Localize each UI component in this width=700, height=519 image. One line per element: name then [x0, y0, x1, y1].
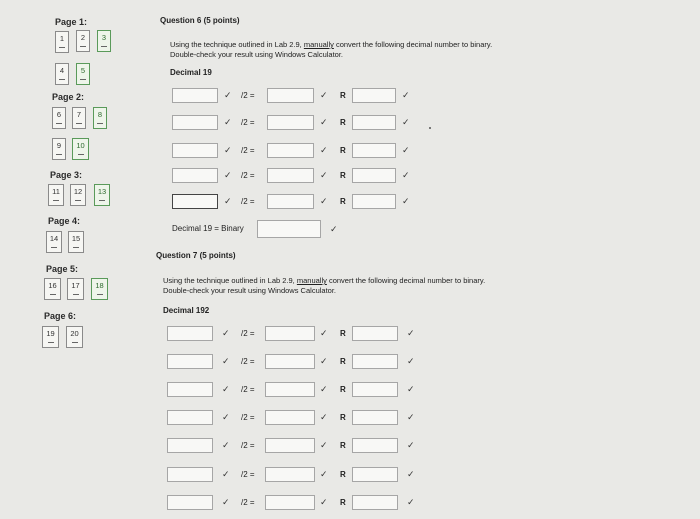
question-7-instructions: Using the technique outlined in Lab 2.9, manually convert the following decimal number to binary. Double-check your result using Windows Calculator. — [163, 276, 486, 295]
q7-quotient-check-icon-2: ✓ — [320, 356, 328, 366]
q7-dividend-check-icon-2: ✓ — [222, 356, 230, 366]
q7-quotient-input-3[interactable] — [265, 382, 315, 397]
q7-dividend-input-5[interactable] — [167, 438, 213, 453]
q6-remainder-label-2: R — [340, 118, 346, 127]
q6-quotient-input-4[interactable] — [267, 168, 314, 183]
q7-quotient-check-icon-4: ✓ — [320, 412, 328, 422]
q7-dividend-input-7[interactable] — [167, 495, 213, 510]
question-7-decimal-label: Decimal 192 — [163, 306, 210, 315]
q7-remainder-label-7: R — [340, 498, 346, 507]
q7-dividend-check-icon-6: ✓ — [222, 469, 230, 479]
page-3-label: Page 3: — [50, 170, 83, 180]
q6-divide-label-4: /2 = — [241, 171, 255, 180]
q7-divide-label-4: /2 = — [241, 413, 255, 422]
q7-dividend-check-icon-1: ✓ — [222, 328, 230, 338]
q7-remainder-input-7[interactable] — [352, 495, 398, 510]
question-12-button[interactable]: 12 — [70, 184, 86, 206]
q6-quotient-check-icon-1: ✓ — [320, 90, 328, 100]
q7-remainder-label-6: R — [340, 470, 346, 479]
q6-dividend-input-1[interactable] — [172, 88, 218, 103]
question-16-button[interactable]: 16 — [44, 278, 61, 300]
question-11-button[interactable]: 11 — [48, 184, 64, 206]
page-5-label: Page 5: — [46, 264, 79, 274]
question-15-button[interactable]: 15 — [68, 231, 84, 253]
q7-remainder-check-icon-4: ✓ — [407, 412, 415, 422]
question-2-button[interactable]: 2 — [76, 30, 90, 52]
question-6-title: Question 6 (5 points) — [160, 16, 240, 25]
q7-remainder-label-5: R — [340, 441, 346, 450]
q7-dividend-input-3[interactable] — [167, 382, 213, 397]
q7-dividend-input-4[interactable] — [167, 410, 213, 425]
question-6-result-label: Decimal 19 = Binary — [172, 224, 244, 233]
question-8-button[interactable]: 8 — [93, 107, 107, 129]
question-6-binary-input[interactable] — [257, 220, 321, 238]
q7-dividend-check-icon-3: ✓ — [222, 384, 230, 394]
q7-remainder-check-icon-3: ✓ — [407, 384, 415, 394]
q6-remainder-input-3[interactable] — [352, 143, 396, 158]
q6-quotient-input-1[interactable] — [267, 88, 314, 103]
question-5-button[interactable]: 5 — [76, 63, 90, 85]
q6-quotient-check-icon-2: ✓ — [320, 117, 328, 127]
q7-remainder-check-icon-6: ✓ — [407, 469, 415, 479]
page-1-label: Page 1: — [55, 17, 88, 27]
q7-remainder-label-3: R — [340, 385, 346, 394]
q7-quotient-check-icon-7: ✓ — [320, 497, 328, 507]
q6-remainder-input-5[interactable] — [352, 194, 396, 209]
q7-quotient-input-6[interactable] — [265, 467, 315, 482]
q6-quotient-check-icon-3: ✓ — [320, 145, 328, 155]
question-10-button[interactable]: 10 — [72, 138, 89, 160]
q7-remainder-input-5[interactable] — [352, 438, 398, 453]
q7-quotient-check-icon-5: ✓ — [320, 440, 328, 450]
q6-remainder-label-3: R — [340, 146, 346, 155]
page-navigation — [0, 0, 150, 519]
q7-remainder-input-1[interactable] — [352, 326, 398, 341]
q7-dividend-check-icon-4: ✓ — [222, 412, 230, 422]
q6-quotient-check-icon-5: ✓ — [320, 196, 328, 206]
q7-quotient-check-icon-6: ✓ — [320, 469, 328, 479]
q7-divide-label-6: /2 = — [241, 470, 255, 479]
question-17-button[interactable]: 17 — [67, 278, 84, 300]
q7-remainder-label-4: R — [340, 413, 346, 422]
question-14-button[interactable]: 14 — [46, 231, 62, 253]
q6-remainder-label-5: R — [340, 197, 346, 206]
q6-remainder-input-2[interactable] — [352, 115, 396, 130]
q6-remainder-check-icon-4: ✓ — [402, 170, 410, 180]
q7-quotient-input-4[interactable] — [265, 410, 315, 425]
q7-remainder-label-1: R — [340, 329, 346, 338]
q6-dividend-check-icon-2: ✓ — [224, 117, 232, 127]
q7-remainder-check-icon-5: ✓ — [407, 440, 415, 450]
q6-dividend-input-2[interactable] — [172, 115, 218, 130]
q6-remainder-check-icon-3: ✓ — [402, 145, 410, 155]
q7-remainder-input-3[interactable] — [352, 382, 398, 397]
manually-link-2: manually — [296, 276, 327, 285]
q6-dividend-check-icon-4: ✓ — [224, 170, 232, 180]
q7-remainder-check-icon-7: ✓ — [407, 497, 415, 507]
q7-remainder-check-icon-1: ✓ — [407, 328, 415, 338]
q6-dividend-check-icon-5: ✓ — [224, 196, 232, 206]
q6-quotient-input-5[interactable] — [267, 194, 314, 209]
q6-remainder-label-1: R — [340, 91, 346, 100]
q6-quotient-check-icon-4: ✓ — [320, 170, 328, 180]
q6-quotient-input-2[interactable] — [267, 115, 314, 130]
question-1-button[interactable]: 1 — [55, 31, 69, 53]
q6-remainder-label-4: R — [340, 171, 346, 180]
q6-remainder-check-icon-1: ✓ — [402, 90, 410, 100]
q7-dividend-check-icon-5: ✓ — [222, 440, 230, 450]
q7-dividend-input-6[interactable] — [167, 467, 213, 482]
question-7-title: Question 7 (5 points) — [156, 251, 236, 260]
manually-link: manually — [303, 40, 334, 49]
page-2-label: Page 2: — [52, 92, 85, 102]
q6-remainder-input-1[interactable] — [352, 88, 396, 103]
question-6-decimal-label: Decimal 19 — [170, 68, 212, 77]
q7-dividend-input-2[interactable] — [167, 354, 213, 369]
q7-divide-label-3: /2 = — [241, 385, 255, 394]
question-9-button[interactable]: 9 — [52, 138, 66, 160]
q6-divide-label-1: /2 = — [241, 91, 255, 100]
q7-divide-label-1: /2 = — [241, 329, 255, 338]
q6-remainder-check-icon-5: ✓ — [402, 196, 410, 206]
question-20-button[interactable]: 20 — [66, 326, 83, 348]
q6-dividend-check-icon-1: ✓ — [224, 90, 232, 100]
question-13-button[interactable]: 13 — [94, 184, 110, 206]
q6-quotient-input-3[interactable] — [267, 143, 314, 158]
q6-divide-label-3: /2 = — [241, 146, 255, 155]
q6-dividend-input-4[interactable] — [172, 168, 218, 183]
q7-remainder-input-6[interactable] — [352, 467, 398, 482]
q6-dividend-input-5[interactable] — [172, 194, 218, 209]
stray-dot — [429, 127, 431, 129]
question-6-binary-check-icon: ✓ — [330, 224, 338, 234]
q7-quotient-input-7[interactable] — [265, 495, 315, 510]
question-19-button[interactable]: 19 — [42, 326, 59, 348]
q6-remainder-check-icon-2: ✓ — [402, 117, 410, 127]
q7-divide-label-7: /2 = — [241, 498, 255, 507]
q7-quotient-check-icon-1: ✓ — [320, 328, 328, 338]
q6-divide-label-2: /2 = — [241, 118, 255, 127]
question-3-button[interactable]: 3 — [97, 30, 111, 52]
q6-divide-label-5: /2 = — [241, 197, 255, 206]
question-6-button[interactable]: 6 — [52, 107, 66, 129]
q7-remainder-input-2[interactable] — [352, 354, 398, 369]
q7-divide-label-2: /2 = — [241, 357, 255, 366]
q6-dividend-check-icon-3: ✓ — [224, 145, 232, 155]
page-6-label: Page 6: — [44, 311, 77, 321]
question-7-button[interactable]: 7 — [72, 107, 86, 129]
q7-remainder-input-4[interactable] — [352, 410, 398, 425]
q7-remainder-label-2: R — [340, 357, 346, 366]
question-18-button[interactable]: 18 — [91, 278, 108, 300]
q7-quotient-check-icon-3: ✓ — [320, 384, 328, 394]
q7-quotient-input-2[interactable] — [265, 354, 315, 369]
q7-quotient-input-1[interactable] — [265, 326, 315, 341]
question-4-button[interactable]: 4 — [55, 63, 69, 85]
q7-quotient-input-5[interactable] — [265, 438, 315, 453]
q6-dividend-input-3[interactable] — [172, 143, 218, 158]
q7-dividend-input-1[interactable] — [167, 326, 213, 341]
q7-dividend-check-icon-7: ✓ — [222, 497, 230, 507]
q7-remainder-check-icon-2: ✓ — [407, 356, 415, 366]
q7-divide-label-5: /2 = — [241, 441, 255, 450]
question-6-instructions: Using the technique outlined in Lab 2.9, manually convert the following decimal number to binary. Double-check your result using Windows Calculator. — [170, 40, 493, 59]
page-4-label: Page 4: — [48, 216, 81, 226]
q6-remainder-input-4[interactable] — [352, 168, 396, 183]
